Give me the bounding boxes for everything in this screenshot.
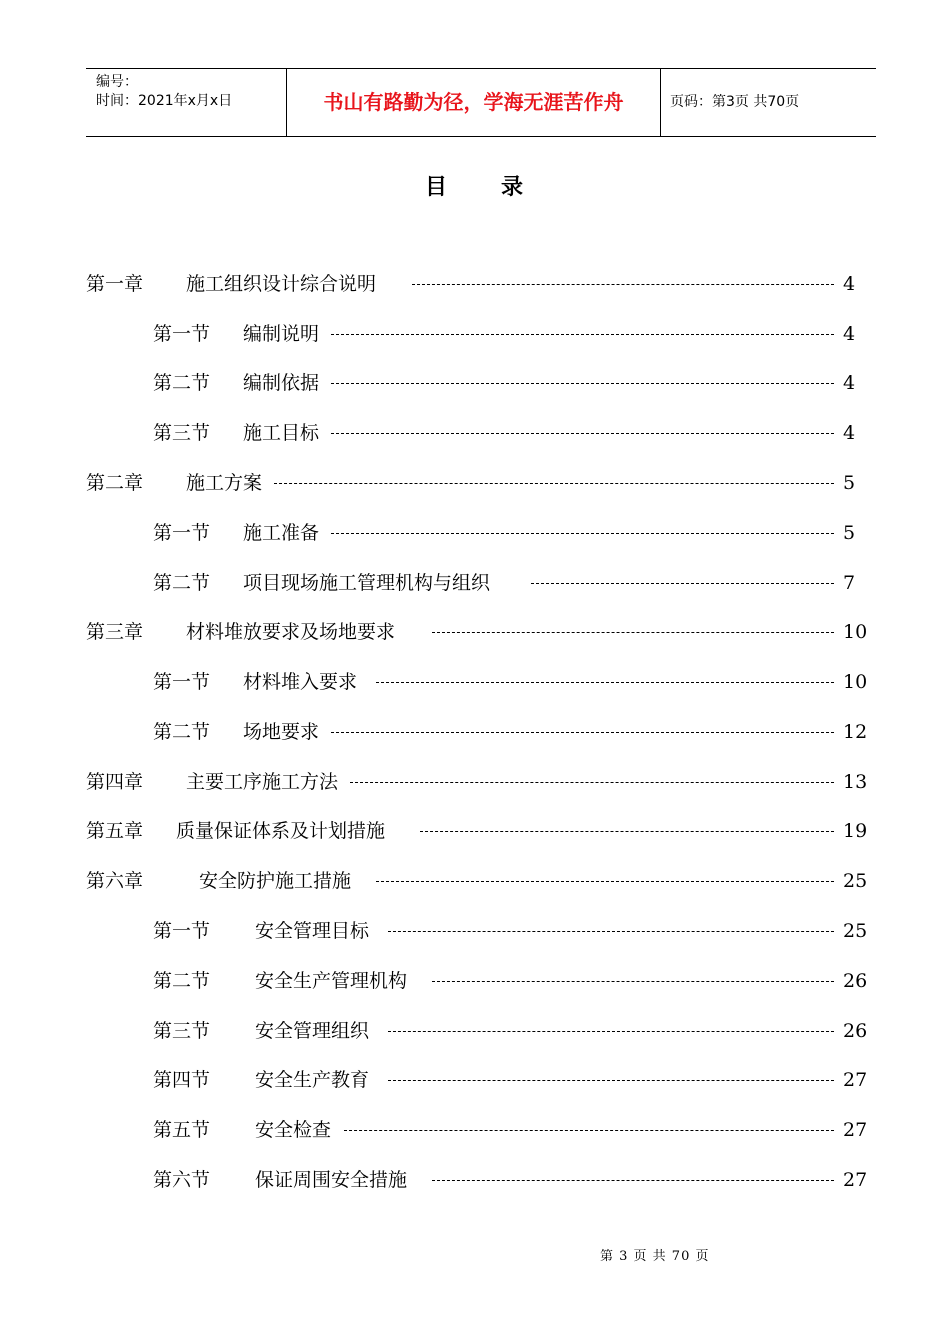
- toc-section-row[interactable]: [86, 368, 876, 398]
- toc-entry-page: 19: [843, 820, 868, 842]
- toc-entry-label: 第三节: [153, 1020, 211, 1042]
- toc-leader: [331, 533, 834, 534]
- toc-entry-page: 10: [843, 671, 868, 693]
- toc-section-row[interactable]: [86, 319, 876, 349]
- toc-leader: [331, 334, 834, 335]
- toc-section-row[interactable]: [86, 717, 876, 747]
- header-motto: 书山有路勤为径，学海无涯苦作舟: [323, 90, 624, 114]
- toc-entry-label: 第四节: [153, 1069, 211, 1091]
- toc-leader: [388, 931, 834, 932]
- toc-entry-title: 主要工序施工方法: [186, 771, 339, 793]
- toc-entry-page: 12: [843, 721, 868, 743]
- toc-entry-title: 质量保证体系及计划措施: [176, 820, 386, 842]
- toc-entry-title: 安全防护施工措施: [199, 870, 352, 892]
- toc-entry-page: 27: [843, 1119, 868, 1141]
- toc-leader: [331, 433, 834, 434]
- toc-title-part1: 目: [424, 175, 449, 200]
- toc-entry-title: 编制说明: [243, 323, 320, 345]
- toc-entry-title: 施工目标: [243, 422, 320, 444]
- toc-leader: [432, 632, 834, 633]
- toc-leader: [432, 981, 834, 982]
- toc-entry-title: 安全生产教育: [255, 1069, 370, 1091]
- toc-section-row[interactable]: [86, 568, 876, 598]
- toc-title-part2: 录: [501, 175, 526, 200]
- toc-entry-page: 4: [843, 273, 856, 295]
- toc-section-row[interactable]: [86, 1165, 876, 1195]
- page-footer: 第 3 页 共 70 页: [600, 1249, 710, 1264]
- header-divider: [660, 69, 661, 136]
- toc-leader: [331, 732, 834, 733]
- toc-entry-label: 第二节: [153, 572, 211, 594]
- toc-entry-label: 第三章: [86, 621, 144, 643]
- toc-entry-title: 材料堆入要求: [243, 671, 358, 693]
- toc-entry-label: 第三节: [153, 422, 211, 444]
- toc-leader: [432, 1180, 834, 1181]
- toc-entry-page: 7: [843, 572, 856, 594]
- toc-section-row[interactable]: [86, 916, 876, 946]
- toc-leader: [420, 831, 834, 832]
- toc-entry-page: 13: [843, 771, 868, 793]
- toc-entry-title: 编制依据: [243, 372, 320, 394]
- toc-section-row[interactable]: [86, 667, 876, 697]
- toc-entry-page: 27: [843, 1069, 868, 1091]
- toc-leader: [331, 383, 834, 384]
- toc-section-row[interactable]: [86, 518, 876, 548]
- toc-leader: [376, 682, 834, 683]
- toc-entry-title: 保证周围安全措施: [255, 1169, 408, 1191]
- toc-leader: [344, 1130, 834, 1131]
- toc-leader: [388, 1080, 834, 1081]
- toc-title: [0, 170, 950, 201]
- toc-chapter-row[interactable]: [86, 866, 876, 896]
- toc-entry-title: 安全生产管理机构: [255, 970, 408, 992]
- header-meta: [96, 73, 232, 111]
- toc-chapter-row[interactable]: [86, 767, 876, 797]
- toc-leader: [350, 782, 834, 783]
- toc-entry-page: 25: [843, 870, 868, 892]
- toc-entry-page: 26: [843, 970, 868, 992]
- toc-entry-label: 第四章: [86, 771, 144, 793]
- toc-entry-label: 第一节: [153, 920, 211, 942]
- toc-entry-page: 25: [843, 920, 868, 942]
- toc-entry-page: 10: [843, 621, 868, 643]
- toc-entry-page: 27: [843, 1169, 868, 1191]
- toc-section-row[interactable]: [86, 1016, 876, 1046]
- toc-chapter-row[interactable]: [86, 617, 876, 647]
- toc-entry-page: 26: [843, 1020, 868, 1042]
- toc-entry-title: 安全管理目标: [255, 920, 370, 942]
- header-page-info: 页码：第3页 共70页: [670, 94, 800, 110]
- toc-chapter-row[interactable]: [86, 269, 876, 299]
- toc-entry-label: 第二节: [153, 372, 211, 394]
- toc-entry-title: 项目现场施工管理机构与组织: [243, 572, 491, 594]
- toc-leader: [531, 583, 834, 584]
- toc-entry-title: 材料堆放要求及场地要求: [186, 621, 396, 643]
- toc-section-row[interactable]: [86, 1065, 876, 1095]
- toc-entry-title: 场地要求: [243, 721, 320, 743]
- toc-section-row[interactable]: [86, 1115, 876, 1145]
- document-time: 时间：2021年x月x日: [96, 93, 233, 109]
- toc-entry-label: 第二节: [153, 970, 211, 992]
- toc-entry-page: 5: [843, 472, 856, 494]
- toc-entry-title: 安全管理组织: [255, 1020, 370, 1042]
- toc-section-row[interactable]: [86, 966, 876, 996]
- toc-entry-title: 施工方案: [186, 472, 263, 494]
- toc-leader: [274, 483, 834, 484]
- toc-entry-title: 安全检查: [255, 1119, 332, 1141]
- toc-entry-page: 4: [843, 422, 856, 444]
- toc-chapter-row[interactable]: [86, 816, 876, 846]
- document-number-label: 编号：: [96, 74, 138, 90]
- toc-chapter-row[interactable]: [86, 468, 876, 498]
- toc-entry-label: 第六节: [153, 1169, 211, 1191]
- toc-entry-page: 5: [843, 522, 856, 544]
- toc-entry-label: 第一节: [153, 323, 211, 345]
- toc-leader: [376, 881, 834, 882]
- toc-entry-label: 第二节: [153, 721, 211, 743]
- page-header: [86, 68, 876, 137]
- toc-entry-title: 施工组织设计综合说明: [186, 273, 377, 295]
- toc-leader: [412, 284, 834, 285]
- toc-entry-title: 施工准备: [243, 522, 320, 544]
- toc-entry-page: 4: [843, 372, 856, 394]
- toc-entry-page: 4: [843, 323, 856, 345]
- toc-leader: [388, 1031, 834, 1032]
- toc-entry-label: 第一节: [153, 522, 211, 544]
- toc-section-row[interactable]: [86, 418, 876, 448]
- toc-entry-label: 第二章: [86, 472, 144, 494]
- toc-entry-label: 第一节: [153, 671, 211, 693]
- toc-entry-label: 第五节: [153, 1119, 211, 1141]
- toc-entry-label: 第一章: [86, 273, 144, 295]
- toc-entry-label: 第五章: [86, 820, 144, 842]
- toc-entry-label: 第六章: [86, 870, 144, 892]
